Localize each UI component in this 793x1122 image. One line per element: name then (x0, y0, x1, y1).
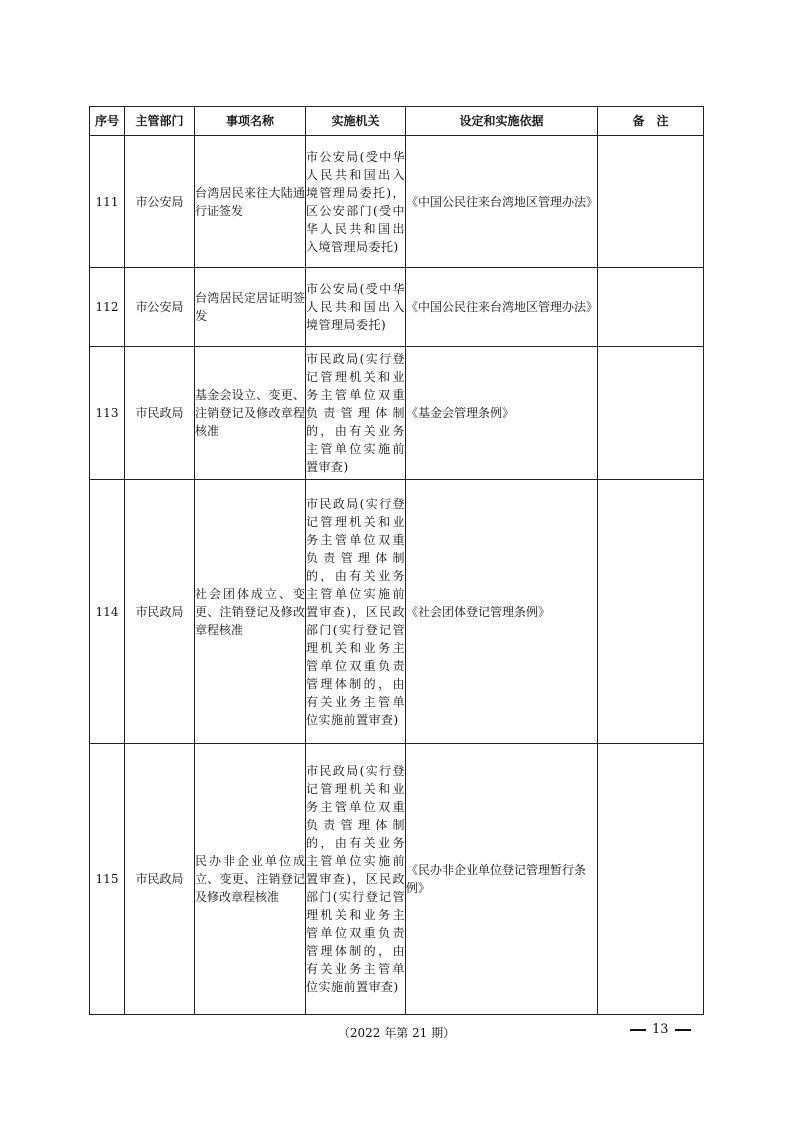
table-row (90, 347, 704, 480)
header-basis: 设定和实施依据 (406, 107, 598, 136)
row-number: 113 (90, 347, 125, 480)
row-department: 市公安局 (125, 268, 195, 347)
table-row (90, 136, 704, 268)
header-note: 备 注 (598, 107, 704, 136)
page-number: 13 (652, 1022, 669, 1037)
table-row (90, 744, 704, 1015)
row-item-name: 基金会设立、变更、注销登记及修改章程核准 (195, 347, 306, 480)
issue-label: （2022 年第 21 期） (337, 1026, 456, 1040)
row-implementing-agency: 市民政局(实行登记管理机关和业务主管单位双重负责管理体制的，由有关业务主管单位实施前置审查)，区民政部门(实行登记管理机关和业务主管单位双重负责管理体制的，由有关业务主管单位实施前置审查) (306, 744, 406, 1015)
row-implementing-agency: 市民政局(实行登记管理机关和业务主管单位双重负责管理体制的，由有关业务主管单位实施前置审查)，区民政部门(实行登记管理机关和业务主管单位双重负责管理体制的，由有关业务主管单位实施前置审查) (306, 480, 406, 744)
row-number: 112 (90, 268, 125, 347)
row-note (598, 480, 704, 744)
row-legal-basis: 《中国公民往来台湾地区管理办法》 (406, 136, 598, 268)
row-note (598, 268, 704, 347)
row-implementing-agency: 市民政局(实行登记管理机关和业务主管单位双重负责管理体制的，由有关业务主管单位实施前置审查) (306, 347, 406, 480)
row-legal-basis: 《基金会管理条例》 (406, 347, 598, 480)
page-dash-left (630, 1029, 646, 1031)
row-implementing-agency: 市公安局(受中华人民共和国出入境管理局委托)，区公安部门(受中华人民共和国出入境管理局委托) (306, 136, 406, 268)
row-note (598, 136, 704, 268)
page-number-block (630, 1022, 691, 1037)
header-no: 序号 (90, 107, 125, 136)
row-legal-basis: 《社会团体登记管理条例》 (406, 480, 598, 744)
row-number: 114 (90, 480, 125, 744)
row-number: 111 (90, 136, 125, 268)
table-row (90, 480, 704, 744)
row-item-name: 民办非企业单位成立、变更、注销登记及修改章程核准 (195, 744, 306, 1015)
row-number: 115 (90, 744, 125, 1015)
header-name: 事项名称 (195, 107, 306, 136)
table-row (90, 268, 704, 347)
row-implementing-agency: 市公安局(受中华人民共和国出入境管理局委托) (306, 268, 406, 347)
row-legal-basis: 《民办非企业单位登记管理暂行条例》 (406, 744, 598, 1015)
row-legal-basis: 《中国公民往来台湾地区管理办法》 (406, 268, 598, 347)
row-item-name: 台湾居民定居证明签发 (195, 268, 306, 347)
row-department: 市民政局 (125, 744, 195, 1015)
row-item-name: 台湾居民来往大陆通行证签发 (195, 136, 306, 268)
page-dash-right (675, 1029, 691, 1031)
row-department: 市公安局 (125, 136, 195, 268)
header-org: 实施机关 (306, 107, 406, 136)
row-department: 市民政局 (125, 347, 195, 480)
row-item-name: 社会团体成立、变更、注销登记及修改章程核准 (195, 480, 306, 744)
table-header-row (90, 107, 704, 136)
header-dept: 主管部门 (125, 107, 195, 136)
approval-items-table (89, 106, 704, 1015)
row-note (598, 744, 704, 1015)
row-department: 市民政局 (125, 480, 195, 744)
row-note (598, 347, 704, 480)
